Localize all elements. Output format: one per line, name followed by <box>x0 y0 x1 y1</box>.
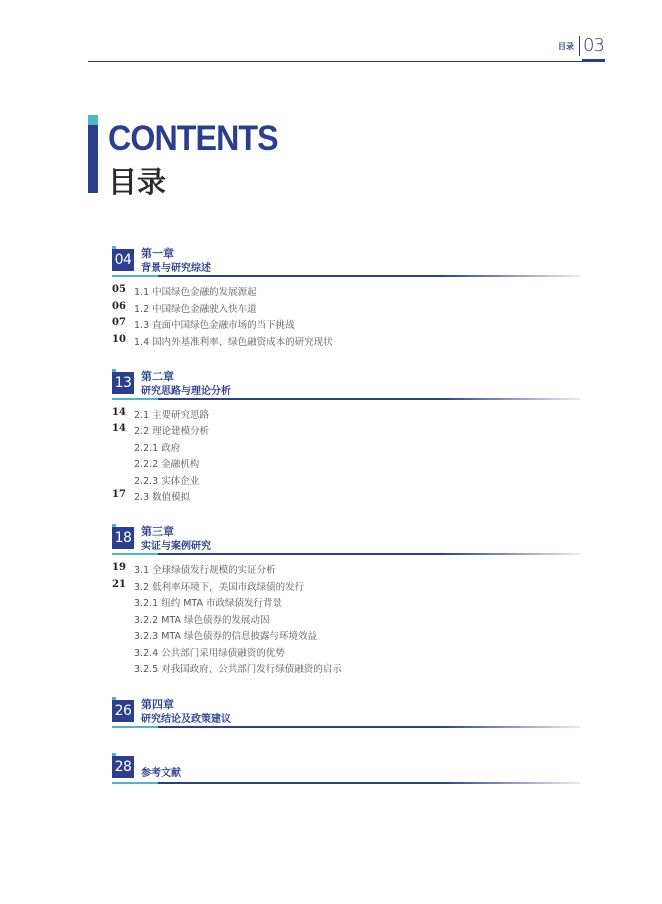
chapter-number: 18 <box>112 527 134 549</box>
chapter-title: 参考文献 <box>141 768 181 779</box>
chapter-label: 第三章 <box>141 525 174 538</box>
chapter-label: 第二章 <box>141 370 174 383</box>
chapter-rule-accent <box>112 782 158 784</box>
chapter-rule <box>112 726 580 728</box>
toc-page: 21 <box>112 579 126 590</box>
toc-text: 1.1 中国绿色金融的发展源起 <box>134 287 257 298</box>
toc-text: 3.2.1 纽约 MTA 市政绿债发行背景 <box>134 598 282 609</box>
chapter-number: 28 <box>112 756 134 778</box>
title-bar-accent <box>88 115 98 125</box>
page-number: 03 <box>583 35 604 56</box>
title-chinese: 目录 <box>108 165 167 199</box>
toc-page: 14 <box>112 407 126 418</box>
toc-text: 3.2 低利率环境下，美国市政绿债的发行 <box>134 582 305 593</box>
toc-text: 3.2.5 对我国政府、公共部门发行绿债融资的启示 <box>134 664 342 675</box>
chapter-title: 研究结论及政策建议 <box>141 714 231 725</box>
toc-text: 1.3 直面中国绿色金融市场的当下挑战 <box>134 320 295 331</box>
toc-page: 17 <box>112 489 126 500</box>
toc-text: 2.1 主要研究思路 <box>134 410 210 421</box>
chapter-rule <box>112 782 580 784</box>
toc-text: 2.2 理论建模分析 <box>134 426 210 437</box>
chapter-label: 第四章 <box>141 698 174 711</box>
chapter-rule-accent <box>112 553 158 555</box>
chapter-rule-accent <box>112 726 158 728</box>
toc-text: 3.2.2 MTA 绿色债券的发展动因 <box>134 615 270 626</box>
title-english: CONTENTS <box>108 119 278 158</box>
chapter-title: 背景与研究综述 <box>141 263 211 274</box>
chapter-title: 实证与案例研究 <box>141 541 211 552</box>
header-rule-accent <box>582 59 605 62</box>
toc-text: 1.4 国内外基准利率、绿色融资成本的研究现状 <box>134 337 333 348</box>
chapter-rule-accent <box>112 398 158 400</box>
chapter-rule <box>112 398 580 400</box>
chapter-label: 第一章 <box>141 247 174 260</box>
chapter-number: 26 <box>112 700 134 722</box>
toc-text: 3.1 全球绿债发行规模的实证分析 <box>134 565 276 576</box>
toc-text: 3.2.4 公共部门采用绿债融资的优势 <box>134 648 285 659</box>
toc-page: 05 <box>112 284 126 295</box>
chapter-rule <box>112 275 580 277</box>
title-bar <box>88 125 98 193</box>
header-rule <box>88 61 605 62</box>
toc-page: 10 <box>112 334 126 345</box>
toc-text: 1.2 中国绿色金融驶入快车道 <box>134 304 257 315</box>
chapter-number: 13 <box>112 372 134 394</box>
chapter-title: 研究思路与理论分析 <box>141 386 231 397</box>
toc-text: 2.3 数值模拟 <box>134 492 191 503</box>
header-label: 目录 <box>558 42 574 51</box>
chapter-rule-accent <box>112 275 158 277</box>
toc-page: 07 <box>112 317 126 328</box>
header-separator <box>579 36 580 56</box>
toc-page: 19 <box>112 562 126 573</box>
toc-text: 2.2.2 金融机构 <box>134 459 200 470</box>
chapter-number: 04 <box>112 249 134 271</box>
toc-page: 14 <box>112 423 126 434</box>
toc-text: 3.2.3 MTA 绿色债券的信息披露与环境效益 <box>134 631 317 642</box>
toc-page: 06 <box>112 301 126 312</box>
chapter-rule <box>112 553 580 555</box>
toc-text: 2.2.1 政府 <box>134 443 181 454</box>
toc-text: 2.2.3 实体企业 <box>134 476 200 487</box>
